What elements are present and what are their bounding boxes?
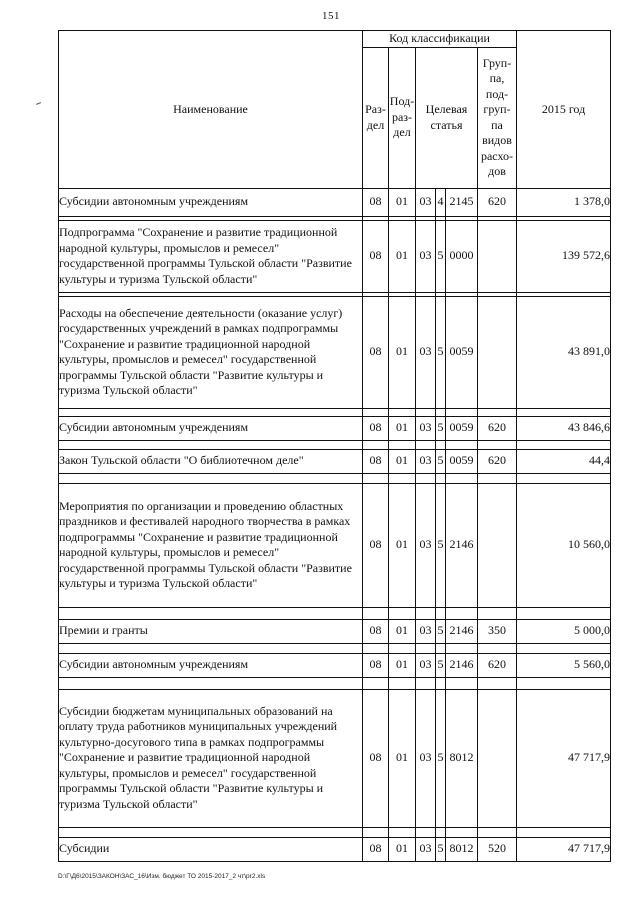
- row-target-direction: 8012: [446, 689, 478, 827]
- row-expense-group: 620: [478, 653, 517, 677]
- header-subsection: Под- раз- дел: [389, 47, 416, 188]
- spacer-cell: [363, 473, 389, 483]
- spacer-cell: [517, 827, 611, 837]
- row-target-subprogram: 5: [436, 220, 446, 292]
- table-row: [59, 188, 611, 216]
- spacer-cell: [389, 440, 416, 449]
- row-subsection: 01: [389, 188, 416, 216]
- row-target-subprogram: 5: [436, 837, 446, 861]
- row-target-program: 03: [416, 416, 436, 440]
- spacer-cell: [59, 677, 363, 689]
- row-expense-group: [478, 296, 517, 408]
- table-row: [59, 296, 611, 408]
- row-section: 08: [363, 449, 389, 473]
- row-amount: 10 560,0: [517, 483, 611, 607]
- row-amount: 43 846,6: [517, 416, 611, 440]
- row-target-direction: 2146: [446, 483, 478, 607]
- row-target-subprogram: 5: [436, 416, 446, 440]
- spacer-cell: [363, 643, 389, 653]
- row-target-program: 03: [416, 837, 436, 861]
- spacer-cell: [436, 408, 446, 416]
- row-amount: 44,4: [517, 449, 611, 473]
- spacer-cell: [446, 440, 478, 449]
- spacer-cell: [389, 643, 416, 653]
- stray-mark: [36, 102, 41, 105]
- page-number: 151: [322, 10, 340, 22]
- row-target-direction: 8012: [446, 837, 478, 861]
- row-name: Подпрограмма "Сохранение и развитие традиционной народной культуры, промыслов и ремесел" государственной программы Тульской области "Развитие культуры и туризма Тульской области": [59, 220, 363, 292]
- spacer-cell: [59, 827, 363, 837]
- row-target-direction: 2146: [446, 653, 478, 677]
- row-amount: 139 572,6: [517, 220, 611, 292]
- spacer-cell: [436, 677, 446, 689]
- spacer-cell: [59, 408, 363, 416]
- row-expense-group: 620: [478, 416, 517, 440]
- row-subsection: 01: [389, 416, 416, 440]
- spacer-cell: [517, 440, 611, 449]
- footer-filepath: D:\Г\Д6\2015\ЗАКОН\ЗАС_16\Изм. бюджет ТО 2015-2017_2 чт\pr2.xls: [58, 873, 266, 880]
- spacer-cell: [416, 607, 436, 619]
- spacer-cell: [517, 643, 611, 653]
- row-subsection: 01: [389, 220, 416, 292]
- budget-table: [58, 30, 611, 862]
- row-target-direction: 0000: [446, 220, 478, 292]
- row-target-program: 03: [416, 220, 436, 292]
- row-name: Субсидии автономным учреждениям: [59, 653, 363, 677]
- row-target-program: 03: [416, 689, 436, 827]
- row-amount: 5 560,0: [517, 653, 611, 677]
- row-target-program: 03: [416, 653, 436, 677]
- row-target-program: 03: [416, 619, 436, 643]
- header-year: 2015 год: [517, 31, 611, 189]
- row-expense-group: 350: [478, 619, 517, 643]
- spacer-cell: [436, 607, 446, 619]
- row-subsection: 01: [389, 449, 416, 473]
- row-name: Субсидии автономным учреждениям: [59, 188, 363, 216]
- table-row: [59, 220, 611, 292]
- table-row: [59, 837, 611, 861]
- row-spacer: [59, 643, 611, 653]
- row-expense-group: 620: [478, 449, 517, 473]
- spacer-cell: [389, 607, 416, 619]
- spacer-cell: [517, 607, 611, 619]
- row-spacer: [59, 408, 611, 416]
- spacer-cell: [416, 677, 436, 689]
- spacer-cell: [478, 440, 517, 449]
- table-row: [59, 619, 611, 643]
- spacer-cell: [446, 643, 478, 653]
- row-expense-group: [478, 483, 517, 607]
- header-target: Целевая статья: [416, 47, 478, 188]
- row-target-subprogram: 5: [436, 483, 446, 607]
- spacer-cell: [446, 607, 478, 619]
- spacer-cell: [478, 827, 517, 837]
- spacer-cell: [478, 408, 517, 416]
- row-expense-group: 520: [478, 837, 517, 861]
- spacer-cell: [389, 473, 416, 483]
- table-body: [59, 188, 611, 861]
- spacer-cell: [389, 827, 416, 837]
- table-row: [59, 416, 611, 440]
- row-expense-group: [478, 689, 517, 827]
- spacer-cell: [436, 473, 446, 483]
- row-target-direction: 0059: [446, 296, 478, 408]
- row-expense-group: [478, 220, 517, 292]
- row-amount: 5 000,0: [517, 619, 611, 643]
- row-name: Закон Тульской области "О библиотечном деле": [59, 449, 363, 473]
- spacer-cell: [59, 643, 363, 653]
- spacer-cell: [436, 440, 446, 449]
- header-section: Раз- дел: [363, 47, 389, 188]
- spacer-cell: [59, 440, 363, 449]
- row-target-subprogram: 5: [436, 449, 446, 473]
- spacer-cell: [416, 473, 436, 483]
- table-row: [59, 483, 611, 607]
- header-group: Груп- па, под- груп- па видов расхо- дов: [478, 47, 517, 188]
- spacer-cell: [363, 827, 389, 837]
- row-target-subprogram: 5: [436, 619, 446, 643]
- row-target-direction: 2145: [446, 188, 478, 216]
- spacer-cell: [363, 408, 389, 416]
- row-name: Мероприятия по организации и проведению областных праздников и фестивалей народного творчества в рамках подпрограммы "Сохранение и развитие традиционной народной культуры, промыслов и ремесел" государственной программы Тульской области "Развитие культуры и туризма Тульской области": [59, 483, 363, 607]
- row-name: Субсидии автономным учреждениям: [59, 416, 363, 440]
- row-spacer: [59, 607, 611, 619]
- spacer-cell: [363, 607, 389, 619]
- row-target-subprogram: 4: [436, 188, 446, 216]
- spacer-cell: [416, 408, 436, 416]
- row-section: 08: [363, 653, 389, 677]
- spacer-cell: [389, 408, 416, 416]
- row-section: 08: [363, 619, 389, 643]
- row-target-subprogram: 5: [436, 689, 446, 827]
- row-section: 08: [363, 296, 389, 408]
- spacer-cell: [446, 408, 478, 416]
- header-code: Код классификации: [363, 31, 517, 48]
- table-row: [59, 653, 611, 677]
- spacer-cell: [389, 677, 416, 689]
- row-spacer: [59, 473, 611, 483]
- row-section: 08: [363, 416, 389, 440]
- row-subsection: 01: [389, 689, 416, 827]
- spacer-cell: [416, 827, 436, 837]
- row-subsection: 01: [389, 483, 416, 607]
- row-target-program: 03: [416, 188, 436, 216]
- spacer-cell: [436, 643, 446, 653]
- row-name: Расходы на обеспечение деятельности (оказание услуг) государственных учреждений в рамках подпрограммы "Сохранение и развитие традиционной народной культуры, промыслов и ремесел" государственной программы Тульской области "Развитие культуры и туризма Тульской области": [59, 296, 363, 408]
- row-section: 08: [363, 837, 389, 861]
- spacer-cell: [59, 473, 363, 483]
- row-amount: 43 891,0: [517, 296, 611, 408]
- spacer-cell: [517, 473, 611, 483]
- spacer-cell: [517, 408, 611, 416]
- row-target-subprogram: 5: [436, 653, 446, 677]
- row-section: 08: [363, 220, 389, 292]
- row-spacer: [59, 827, 611, 837]
- spacer-cell: [436, 827, 446, 837]
- row-section: 08: [363, 188, 389, 216]
- row-spacer: [59, 440, 611, 449]
- row-subsection: 01: [389, 837, 416, 861]
- spacer-cell: [363, 677, 389, 689]
- spacer-cell: [446, 827, 478, 837]
- row-section: 08: [363, 689, 389, 827]
- row-spacer: [59, 677, 611, 689]
- row-subsection: 01: [389, 296, 416, 408]
- row-name: Субсидии: [59, 837, 363, 861]
- table-row: [59, 449, 611, 473]
- row-name: Субсидии бюджетам муниципальных образований на оплату труда работников муниципальных учреждений культурно-досугового типа в рамках подпрограммы "Сохранение и развитие традиционной народной культуры, промыслов и ремесел" государственной программы Тульской области "Развитие культуры и туризма Тульской области": [59, 689, 363, 827]
- table-row: [59, 689, 611, 827]
- row-target-program: 03: [416, 483, 436, 607]
- spacer-cell: [59, 607, 363, 619]
- row-subsection: 01: [389, 619, 416, 643]
- row-target-direction: 0059: [446, 449, 478, 473]
- spacer-cell: [478, 473, 517, 483]
- row-target-program: 03: [416, 296, 436, 408]
- row-target-direction: 2146: [446, 619, 478, 643]
- row-name: Премии и гранты: [59, 619, 363, 643]
- row-expense-group: 620: [478, 188, 517, 216]
- row-target-program: 03: [416, 449, 436, 473]
- row-amount: 1 378,0: [517, 188, 611, 216]
- row-amount: 47 717,9: [517, 837, 611, 861]
- spacer-cell: [416, 440, 436, 449]
- spacer-cell: [478, 643, 517, 653]
- row-amount: 47 717,9: [517, 689, 611, 827]
- spacer-cell: [517, 677, 611, 689]
- row-target-subprogram: 5: [436, 296, 446, 408]
- row-section: 08: [363, 483, 389, 607]
- row-subsection: 01: [389, 653, 416, 677]
- row-target-direction: 0059: [446, 416, 478, 440]
- header-name: Наименование: [59, 31, 363, 189]
- spacer-cell: [446, 677, 478, 689]
- spacer-cell: [363, 440, 389, 449]
- spacer-cell: [478, 677, 517, 689]
- spacer-cell: [478, 607, 517, 619]
- spacer-cell: [446, 473, 478, 483]
- spacer-cell: [416, 643, 436, 653]
